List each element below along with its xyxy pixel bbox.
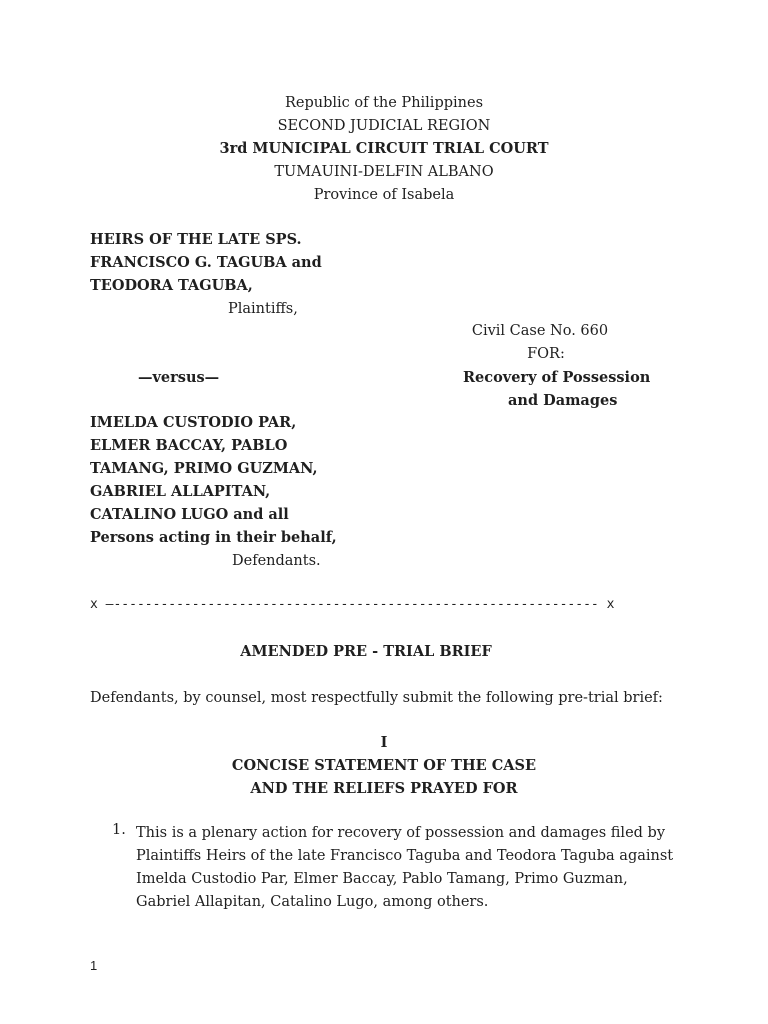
province-heading: Province of Isabela (313, 187, 455, 203)
case-nature-line2: and Damages (508, 392, 618, 409)
defendant-name-line: ELMER BACCAY, PABLO (90, 437, 288, 454)
region-heading: SECOND JUDICIAL REGION (277, 118, 491, 134)
separator-left-x: x (90, 597, 98, 612)
separator-dashes: —-------------------------------------------------------------- (105, 597, 599, 612)
defendant-name-line: TAMANG, PRIMO GUZMAN, (90, 460, 318, 477)
case-for-label: FOR: (527, 346, 565, 362)
case-number: Civil Case No. 660 (471, 323, 609, 339)
paragraph-text: This is a plenary action for recovery of possession and damages filed by Plaintiffs Heirs of the late Francisco Taguba and Teodora Taguba against Imelda Custodio Par, Elmer Baccay, Pablo Tamang, Primo Guzman, Gabriel Allapitan, Catalino Lugo, among others. (136, 825, 674, 910)
court-heading: 3rd MUNICIPAL CIRCUIT TRIAL COURT (219, 140, 549, 157)
case-nature-line1: Recovery of Possession (463, 369, 651, 386)
plaintiffs-role-label: Plaintiffs, (228, 301, 298, 317)
page-number: 1 (90, 958, 98, 973)
municipality-heading: TUMAUINI-DELFIN ALBANO (274, 164, 494, 180)
section-title-line1: CONCISE STATEMENT OF THE CASE (231, 757, 537, 774)
document-title: AMENDED PRE - TRIAL BRIEF (240, 643, 492, 660)
versus-label: —versus— (138, 369, 220, 386)
intro-paragraph: Defendants, by counsel, most respectfully submit the following pre-trial brief: (90, 690, 663, 706)
plaintiff-name-line: HEIRS OF THE LATE SPS. (90, 231, 302, 248)
section-title-line2: AND THE RELIEFS PRAYED FOR (250, 780, 518, 797)
defendant-name-line: IMELDA CUSTODIO PAR, (90, 414, 297, 431)
defendants-role-label: Defendants. (232, 553, 321, 569)
republic-heading: Republic of the Philippines (284, 95, 484, 111)
caption-separator (90, 595, 615, 615)
plaintiff-name-line: FRANCISCO G. TAGUBA and (90, 254, 322, 271)
plaintiff-name-line: TEODORA TAGUBA, (90, 277, 253, 294)
defendant-name-line: Persons acting in their behalf, (90, 529, 337, 546)
paragraph-number: 1. (112, 822, 126, 838)
separator-right-x: x (606, 597, 615, 612)
section-numeral: I (380, 734, 388, 751)
defendant-name-line: CATALINO LUGO and all (90, 506, 289, 523)
defendant-name-line: GABRIEL ALLAPITAN, (90, 483, 271, 500)
